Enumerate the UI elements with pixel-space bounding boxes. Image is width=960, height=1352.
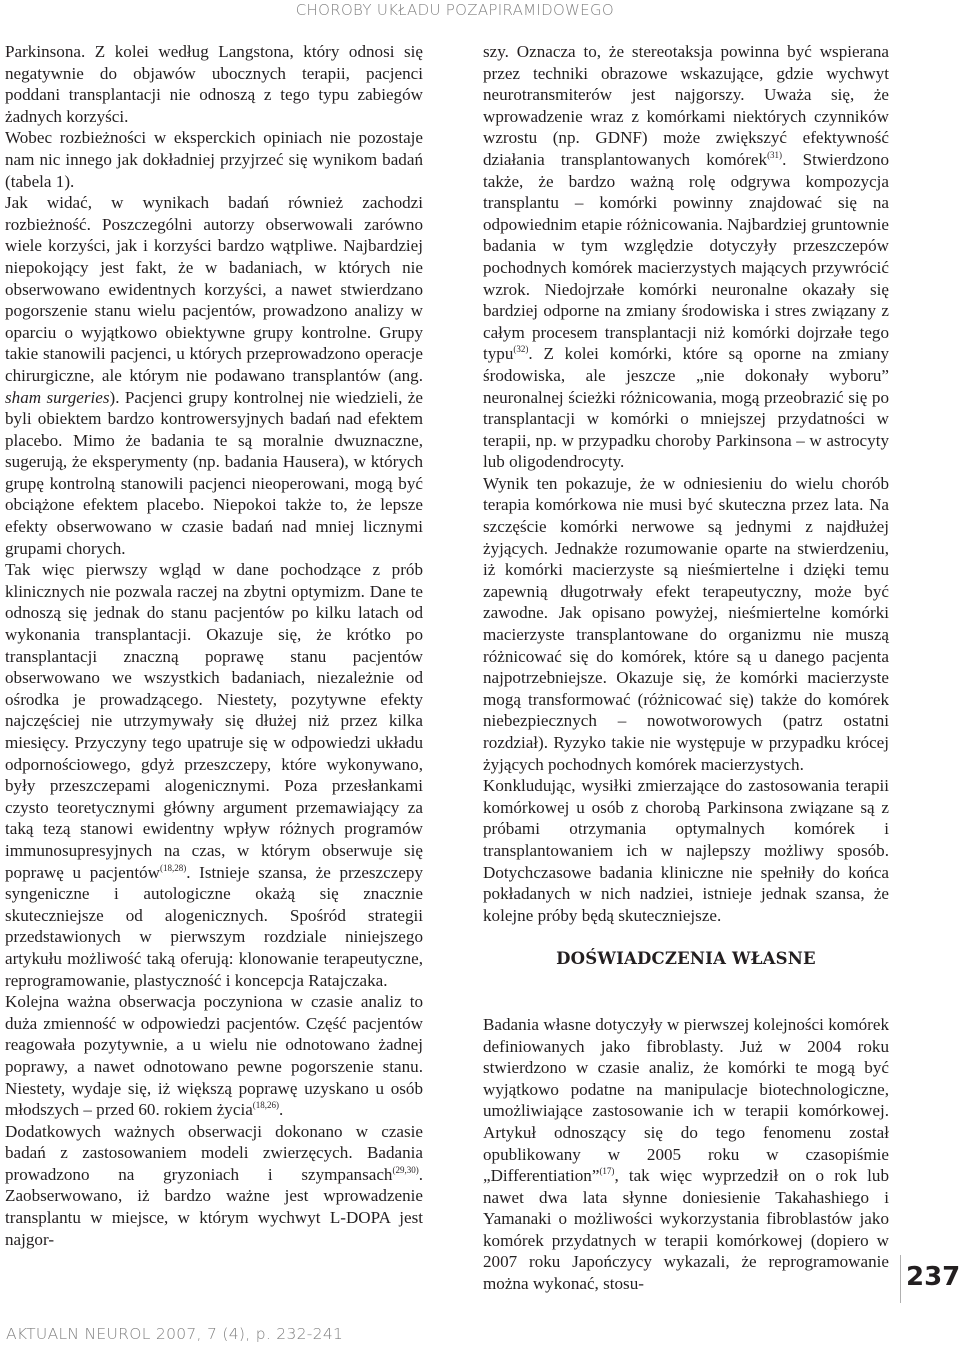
paragraph: Wynik ten pokazuje, że w odniesieniu do wielu chorób terapia komórkowa nie musi być skuteczna przez lata. Na szczęście komórki nerwowe są jednymi z najdłużej żyjących. Jednakże rozumowanie oparte na stwierdzeniu, iż komórki macierzyste są nieśmiertelne i dzięki temu zapewnią długotrwały efekt terapeutyczny, może być zawodne. Jak opisano powyżej, nieśmiertelne komórki macierzyste transplantowane do organizmu nie muszą różnicować się do komórek, które są u danego pacjenta najpotrzebniejsze. Okazuje się, że komórki macierzyste mogą transformować (różnicować się) także do komórek niebezpiecznych – nowotworowych (patrz ostatni rozdział). Ryzyko takie nie występuje w przypadku krócej żyjących pochodnych komórek macierzystych. [483, 473, 889, 774]
paragraph: Parkinsona. Z kolei według Langstona, który odnosi się negatywnie do objawów ubocznych terapii, pacjenci poddani transplantacji nie odnoszą z tego typu zabiegów żadnych korzyści. [5, 42, 423, 126]
citation-superscript: (18,26) [252, 1100, 280, 1111]
right-column [483, 41, 889, 1295]
running-title: CHOROBY UKŁADU POZAPIRAMIDOWEGO [295, 1, 614, 19]
paragraph: Dodatkowych ważnych obserwacji dokonano w czasie badań z zastosowaniem modeli zwierzęcych. Badania prowadzono na gryzoniach i szympansach$^{(29,30)}$. Zaobserwowano, iż bardzo ważne jest wprowadzenie transplantu w miejsce, w którym wychwyt L-DOPA jest najgor- [5, 1121, 423, 1249]
paragraph: Wobec rozbieżności w eksperckich opiniach nie pozostaje nam nic innego jak dokładniej przyjrzeć się wynikom badań (tabela 1). [5, 128, 423, 191]
citation-superscript: (29,30) [392, 1164, 419, 1175]
citation-superscript: (17) [599, 1166, 615, 1177]
paragraph: Konkludując, wysiłki zmierzające do zastosowania terapii komórkowej u osób z chorobą Parkinsona związane są z próbami otrzymania optymalnych komórek i transplantowaniem ich w najlepszy możliwy sposób. Dotychczasowe badania kliniczne nie spełniły do końca pokładanych w nich nadziei, istnieje jednak szansa, że kolejne próby będą skuteczniejsze. [483, 776, 889, 925]
paragraph: Jak widać, w wynikach badań również zachodzi rozbieżność. Poszczególni autorzy obserwowali zarówno wiele korzyści, jak i korzyści bardzo wątpliwe. Najbardziej niepokojący jest fakt, że w badaniach, w których nie obserwowano ewidentnych korzyści, a nawet stwierdzano pogorszenie stanu wielu pacjentów, prowadzono analizy w oparciu o wyjątkowo obiektywne grupy kontrolne. Grupy takie stanowili pacjenci, u których przeprowadzono operacje chirurgiczne, ale którym nie podawano transplantów (ang. sham surgeries). Pacjenci grupy kontrolnej nie wiedzieli, że byli obiektem bardzo kontrowersyjnych badań nad efektem placebo. Mimo że badania te są moralnie dwuznaczne, sugerują, że eksperymenty (np. badania Hausera), w których grupę kontrolną stanowili pacjenci nieoperowani, mogą być obciążone efektem placebo. Niepokoi także to, że lepsze efekty obserwowano w czasie badań nad mniej licznymi grupami chorych. [5, 193, 423, 558]
italic-term: sham surgeries [5, 387, 110, 407]
section-spacer [483, 970, 889, 1014]
citation-superscript: (31) [767, 149, 783, 160]
footer-citation: AKTUALN NEUROL 2007, 7 (4), p. 232-241 [6, 1325, 344, 1343]
paragraph: Badania własne dotyczyły w pierwszej kolejności komórek definiowanych jako fibroblasty. Już w 2004 roku stwierdzono w czasie analiz, że komórki te mogą być wyjątkowo podatne na manipulacje biotechnologiczne, umożliwiające zastosowanie ich w terapii komórkowej. Artykuł odnoszący się do tego fenomenu został opublikowany w 2005 roku w czasopiśmie „Differentiation”$^{(17)}$, tak więc wyprzedził on o rok lub nawet dwa lata słynne doniesienie Takahashiego i Yamanaki o możliwości wykorzystania fibroblastów jako komórek przydatnych w terapii komórkowej (dopiero w 2007 roku Japończycy wykazali, że reprogramowanie można wykonać, stosu- [483, 1014, 889, 1294]
paragraph: Kolejna ważna obserwacja poczyniona w czasie analiz to duża zmienność w odpowiedzi pacjentów. Część pacjentów reagowała pozytywnie, a u wielu nie odnotowano żadnej poprawy, a nawet odnotowano pewne pogorszenie stanu. Niestety, wydaje się, iż większą poprawę uzyskano u osób młodszych – przed 60. rokiem życia$^{(18,26)}$. [5, 992, 423, 1120]
paragraph: szy. Oznacza to, że stereotaksja powinna być wspierana przez techniki obrazowe wskazujące, gdzie wychwyt neurotransmiterów jest najgorszy. Uważa się, że wprowadzenie wraz z komórkami niektórych czynników wzrostu (np. GDNF) może zwiększyć efektywność działania transplantowanych komórek$^{(31)}$. Stwierdzono także, że bardzo ważną rolę odgrywa kompozycja transplantu – komórki powinny znajdować się na odpowiednim etapie różnicowania. Najbardziej gruntownie badania w tym względzie dotyczyły przeszczepów pochodnych komórek macierzystych mających przywrócić wzrok. Niedojrzałe komórki neuronalne okazały się bardziej odporne na zmiany środowiska i stres związany z całym procesem transplantacji niż komórki dojrzałe tego typu$^{(32)}$. Z kolei komórki, które są oporne na zmiany środowiska, ale jeszcze „nie dokonały wyboru” neuronalnej ścieżki różnicowania, mogą przeobrazić się po transplantacji w komórki o mniejszej przydatności w terapii, np. w przypadku choroby Parkinsona – w astrocyty lub oligodendrocyty. [483, 42, 889, 472]
citation-superscript: (32) [513, 344, 529, 355]
left-column [5, 41, 423, 1250]
citation-superscript: (18,28) [159, 862, 187, 873]
paragraph: Tak więc pierwszy wgląd w dane pochodzące z prób klinicznych nie pozwala raczej na zbytni optymizm. Dane te odnoszą się jednak do stanu pacjentów po kilku latach od wykonania transplantacji. Okazuje się, że krótko po transplantacji znaczną poprawę stanu pacjentów obserwowano we wszystkich badaniach, niezależnie od ośrodka je prowadzącego. Niestety, pozytywne efekty najczęściej nie utrzymywały się dłużej niż przez kilka miesięcy. Przyczyny tego upatruje się w odpowiedzi układu odpornościowego, gdyż przeszczepy, które wykonywano, były przeszczepami alogenicznymi. Poza przesłankami czysto teoretycznymi główny argument przemawiający za taką tezą stanowi ewidentny wpływ różnych programów immunosupresyjnych na czas, w którym obserwuje się poprawę u pacjentów$^{(18,28)}$. Istnieje szansa, że przeszczepy syngeniczne i autologiczne okażą się znacznie skuteczniejsze od alogenicznych. Spośród strategii przedstawionych w pierwszym rozdziale niniejszego artykułu możliwość taką oferują: klonowanie terapeutyczne, reprogramowanie, plastyczność i koncepcja Ratajczaka. [5, 560, 423, 990]
page-number: 237 [906, 1262, 960, 1292]
page-number-rule [900, 1255, 901, 1303]
section-heading: DOŚWIADCZENIA WŁASNE [556, 949, 816, 969]
